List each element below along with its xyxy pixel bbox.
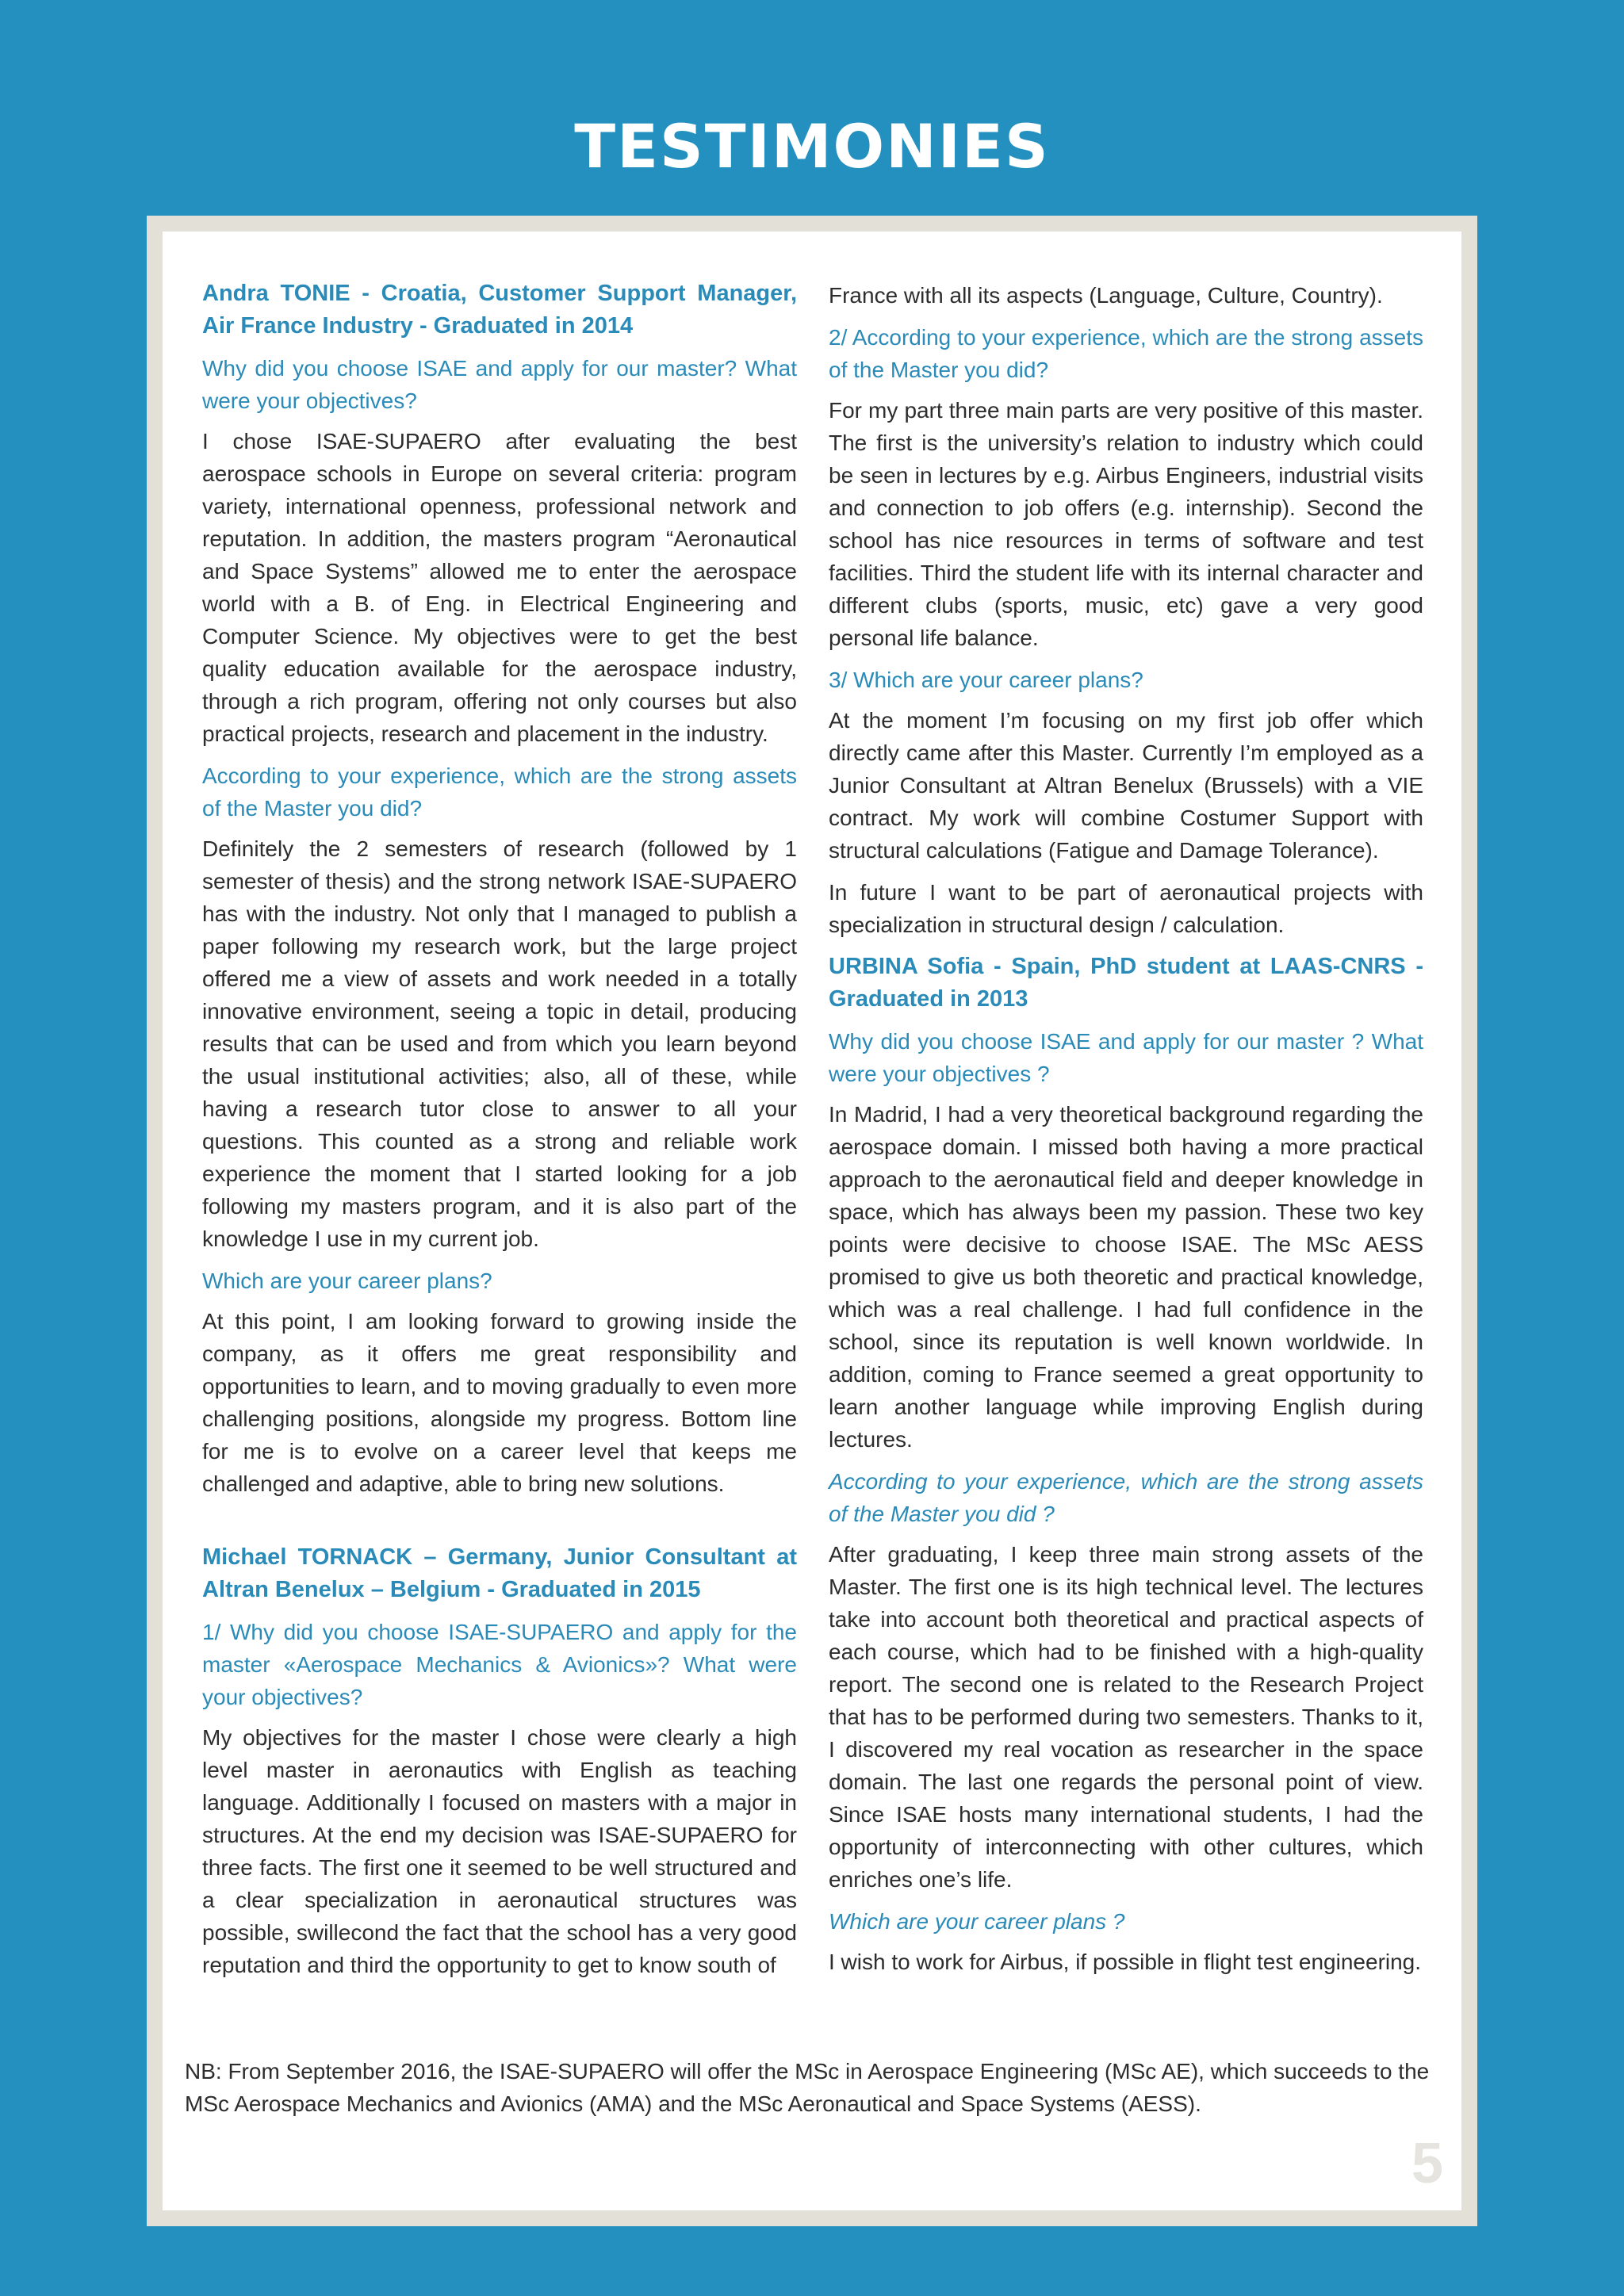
testimony-author: Andra TONIE - Croatia, Customer Support Manager, Air France Industry - Graduated in 2014: [202, 281, 797, 339]
question: Why did you choose ISAE and apply for our master ? What were your objectives ?: [829, 1029, 1423, 1086]
answer: I wish to work for Airbus, if possible in flight test engineering.: [829, 1950, 1422, 1974]
question: Which are your career plans?: [202, 1269, 492, 1293]
answer: In future I want to be part of aeronautical projects with specialization in structural design / calculation.: [829, 880, 1423, 937]
question: According to your experience, which are the strong assets of the Master you did?: [202, 763, 797, 821]
answer: After graduating, I keep three main strong assets of the Master. The first one is its high technical level. The lectures take into account both theoretical and practical aspects of each course, which had to be finished with a high-quality report. The second one is related to the Research Project that has to be performed during two semesters. Thanks to it, I discovered my real vocation as researcher in the space domain. The last one regards the personal point of view. Since ISAE hosts many international students, I had the opportunity of interconnecting with other cultures, which enriches one’s life.: [829, 1542, 1423, 1892]
question: Why did you choose ISAE and apply for our master? What were your objectives?: [202, 356, 797, 413]
question: According to your experience, which are the strong assets of the Master you did ?: [829, 1469, 1423, 1526]
answer-continued: France with all its aspects (Language, Culture, Country).: [829, 283, 1383, 308]
answer: In Madrid, I had a very theoretical background regarding the aerospace domain. I missed both having a more practical approach to the aeronautical field and deeper knowledge in space, which has always been my passion. These two key points were decisive to choose ISAE. The MSc AESS promised to give us both theoretic and practical knowledge, which was a real challenge. I had full confidence in the school, since its reputation is well known worldwide. In addition, coming to France seemed a great opportunity to learn another language while improving English during lectures.: [829, 1102, 1423, 1452]
answer: At the moment I’m focusing on my first job offer which directly came after this Master. Currently I’m employed as a Junior Consultant at Altran Benelux (Brussels) with a VIE contract. My work will combine Costumer Support with structural calculations (Fatigue and Damage Tolerance).: [829, 708, 1423, 863]
footnote: NB: From September 2016, the ISAE-SUPAERO will offer the MSc in Aerospace Engineering (MSc AE), which succeeds to the MSc Aerospace Mechanics and Avionics (AMA) and the MSc Aeronautical and Space Systems (AESS).: [185, 2059, 1430, 2116]
question: 1/ Why did you choose ISAE-SUPAERO and apply for the master «Aerospace Mechanics & Avionics»? What were your objectives?: [202, 1620, 797, 1709]
answer: I chose ISAE-SUPAERO after evaluating the best aerospace schools in Europe on several criteria: program variety, international openness, professional network and reputation. In addition, the masters program “Aeronautical and Space Systems” allowed me to enter the aerospace world with a B. of Eng. in Electrical Engineering and Computer Science. My objectives were to get the best quality education available for the aerospace industry, through a rich program, offering not only courses but also practical projects, research and placement in the industry.: [202, 429, 797, 746]
answer: At this point, I am looking forward to growing inside the company, as it offers me great responsibility and opportunities to learn, and to moving gradually to even more challenging positions, alongside my progress. Bottom line for me is to evolve on a career level that keeps me challenged and adaptive, able to bring new solutions.: [202, 1309, 797, 1496]
question: Which are your career plans ?: [829, 1909, 1125, 1934]
page-title: TESTIMONIES: [574, 111, 1050, 182]
answer: For my part three main parts are very positive of this master. The first is the university’s relation to industry which could be seen in lectures by e.g. Airbus Engineers, industrial visits and connection to job offers (e.g. internship). Second the school has nice resources in terms of software and test facilities. Third the student life with its internal character and different clubs (sports, music, etc) gave a very good personal life balance.: [829, 398, 1423, 650]
testimony-author: URBINA Sofia - Spain, PhD student at LAAS-CNRS - Graduated in 2013: [829, 954, 1423, 1012]
spacer: [202, 1510, 797, 1541]
right-column: [829, 279, 1423, 1988]
page-number: 5: [1411, 2132, 1443, 2195]
question: 3/ Which are your career plans?: [829, 668, 1143, 692]
answer: My objectives for the master I chose were clearly a high level master in aeronautics with English as teaching language. Additionally I focused on masters with a major in structures. At the end my decision was ISAE-SUPAERO for three facts. The first one it seemed to be well structured and a clear specialization in aeronautical structures was possible, swillecond the fact that the school has a very good reputation and third the opportunity to get to know south of: [202, 1725, 797, 1977]
answer: Definitely the 2 semesters of research (followed by 1 semester of thesis) and the strong network ISAE-SUPAERO has with the industry. Not only that I managed to publish a paper following my research work, but the large project offered me a view of assets and work needed in a totally innovative environment, seeing a topic in detail, producing results that can be used and from which you learn beyond the usual institutional activities; also, all of these, while having a research tutor close to answer to all your questions. This counted as a strong and reliable work experience the moment that I started looking for a job following my masters program, and it is also part of the knowledge I use in my current job.: [202, 836, 797, 1251]
left-column: [202, 277, 797, 1991]
testimony-author: Michael TORNACK – Germany, Junior Consultant at Altran Benelux – Belgium - Graduated in 2015: [202, 1544, 797, 1602]
question: 2/ According to your experience, which are the strong assets of the Master you did?: [829, 325, 1423, 382]
